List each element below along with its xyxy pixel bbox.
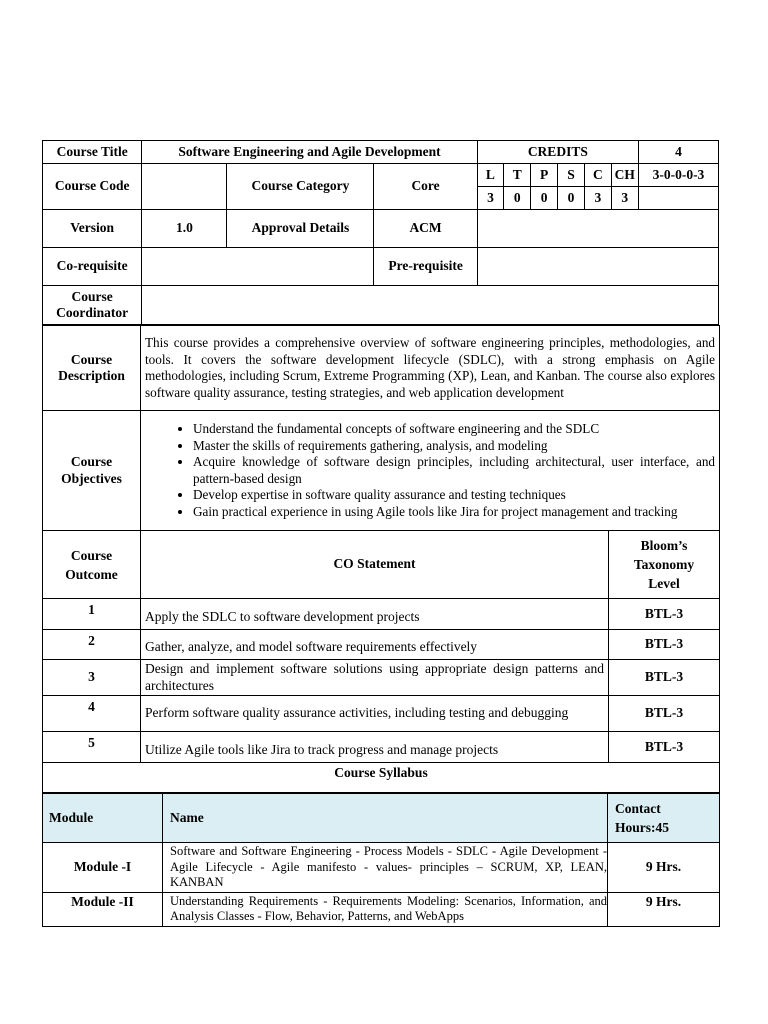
ltpsc-value-l: 3 xyxy=(477,187,503,210)
syllabus-table xyxy=(42,793,720,927)
course-details-table xyxy=(42,325,720,793)
description-text: This course provides a comprehensive overview of software engineering principles, methodologies, and tools. It covers the software development lifecycle (SDLC), with a strong emphasis on Agile methodologies, including Scrum, Extreme Programming (XP), Lean, and Kanban. The course also explores software quality assurance, testing strategies, and web application development xyxy=(141,326,720,411)
objective-item: • Develop expertise in software quality assurance and testing techniques xyxy=(193,487,715,504)
corequisite-value xyxy=(142,248,374,286)
outcome-statement: Gather, analyze, and model software requirements effectively xyxy=(141,630,609,660)
approval-label: Approval Details xyxy=(227,210,374,248)
outcome-statement: Perform software quality assurance activities, including testing and debugging xyxy=(141,696,609,732)
ltpsc-label-l: L xyxy=(477,164,503,187)
ltpsc-value-c: 3 xyxy=(585,187,611,210)
module-name: Understanding Requirements - Requirements Modeling: Scenarios, Information, and Analysis Classes - Flow, Behavior, Patterns, and WebApps xyxy=(163,892,608,926)
outcome-row xyxy=(43,660,720,696)
module-header: Module xyxy=(43,794,163,843)
co-statement-header: CO Statement xyxy=(141,531,609,599)
course-document xyxy=(42,140,719,927)
corequisite-label: Co-requisite xyxy=(43,248,142,286)
coordinator-label xyxy=(43,286,142,325)
objectives-list-cell xyxy=(141,411,720,531)
course-category-label: Course Category xyxy=(227,164,374,210)
hours-header-line2: Hours:45 xyxy=(615,820,669,835)
course-title: Software Engineering and Agile Development xyxy=(142,141,477,164)
outcome-number: 1 xyxy=(43,599,141,630)
course-code-label: Course Code xyxy=(43,164,142,210)
prerequisite-label: Pre-requisite xyxy=(374,248,477,286)
hours-header xyxy=(608,794,720,843)
credits-label: CREDITS xyxy=(477,141,638,164)
outcome-statement: Utilize Agile tools like Jira to track progress and manage projects xyxy=(141,732,609,763)
bloom-header xyxy=(609,531,720,599)
objectives-list xyxy=(145,421,715,520)
outcome-level: BTL-3 xyxy=(609,660,720,696)
ltpsc-value-s: 0 xyxy=(557,187,584,210)
objectives-label xyxy=(43,411,141,531)
outcome-number: 4 xyxy=(43,696,141,732)
coordinator-label-line2: Coordinator xyxy=(56,305,129,320)
objective-item: • Acquire knowledge of software design principles, including architectural, user interface, and pattern-based design xyxy=(193,454,715,487)
description-label xyxy=(43,326,141,411)
outcome-statement: Design and implement software solutions using appropriate design patterns and architectures xyxy=(141,660,609,696)
hours-header-line1: Contact xyxy=(615,801,661,816)
module-row xyxy=(43,892,720,926)
module-hours: 9 Hrs. xyxy=(608,892,720,926)
ltpsc-label-c: C xyxy=(585,164,611,187)
outcome-number: 2 xyxy=(43,630,141,660)
module-hours: 9 Hrs. xyxy=(608,843,720,893)
ltpsc-summary: 3-0-0-0-3 xyxy=(638,164,718,187)
module-row xyxy=(43,843,720,893)
objective-item: • Master the skills of requirements gathering, analysis, and modeling xyxy=(193,438,715,455)
coordinator-label-line1: Course xyxy=(71,288,113,304)
outcome-row xyxy=(43,696,720,732)
ltpsc-value-p: 0 xyxy=(531,187,557,210)
course-code-value xyxy=(142,164,227,210)
module-name: Software and Software Engineering - Process Models - SDLC - Agile Development - Agile Lifecycle - Agile manifesto - values- principles – SCRUM, XP, LEAN, KANBAN xyxy=(163,843,608,893)
outcome-level: BTL-3 xyxy=(609,732,720,763)
module-label: Module -II xyxy=(43,892,163,926)
bloom-header-line2: Taxonomy xyxy=(633,557,695,572)
outcome-statement: Apply the SDLC to software development projects xyxy=(141,599,609,630)
outcome-label xyxy=(43,531,141,599)
outcome-level: BTL-3 xyxy=(609,599,720,630)
name-header: Name xyxy=(163,794,608,843)
outcome-level: BTL-3 xyxy=(609,630,720,660)
outcome-row xyxy=(43,630,720,660)
prerequisite-value xyxy=(477,248,718,286)
credits-value: 4 xyxy=(638,141,718,164)
ltpsc-label-s: S xyxy=(557,164,584,187)
course-title-label: Course Title xyxy=(43,141,142,164)
bloom-header-line3: Level xyxy=(648,576,680,591)
outcome-level: BTL-3 xyxy=(609,696,720,732)
description-label-line2: Description xyxy=(58,368,125,383)
module-label: Module -I xyxy=(43,843,163,893)
ltpsc-blank xyxy=(638,187,718,210)
description-label-line1: Course xyxy=(70,351,113,367)
ltpsc-label-p: P xyxy=(531,164,557,187)
ltpsc-label-ch: CH xyxy=(611,164,638,187)
course-header-table xyxy=(42,140,719,325)
ltpsc-label-t: T xyxy=(504,164,531,187)
outcome-label-line2: Outcome xyxy=(65,566,118,582)
approval-value: ACM xyxy=(374,210,477,248)
outcome-row xyxy=(43,599,720,630)
course-category-value: Core xyxy=(374,164,477,210)
bloom-header-line1: Bloom’s xyxy=(640,538,688,553)
outcome-label-line1: Course xyxy=(70,547,113,563)
objectives-label-line1: Course xyxy=(70,454,113,469)
version-label: Version xyxy=(43,210,142,248)
objectives-label-line2: Objectives xyxy=(61,470,122,486)
objective-item: • Understand the fundamental concepts of software engineering and the SDLC xyxy=(193,421,715,438)
coordinator-value xyxy=(142,286,719,325)
ltpsc-value-t: 0 xyxy=(504,187,531,210)
outcome-number: 5 xyxy=(43,732,141,763)
outcome-row xyxy=(43,732,720,763)
outcome-number: 3 xyxy=(43,660,141,696)
version-value: 1.0 xyxy=(142,210,227,248)
ltpsc-value-ch: 3 xyxy=(611,187,638,210)
objective-item: • Gain practical experience in using Agile tools like Jira for project management and tracking xyxy=(193,504,715,521)
syllabus-title: Course Syllabus xyxy=(43,763,720,793)
approval-blank xyxy=(477,210,718,248)
